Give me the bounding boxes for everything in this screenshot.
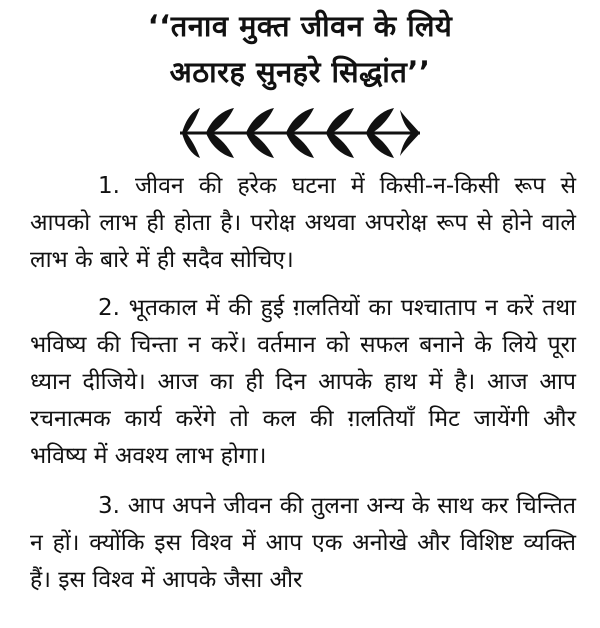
paragraph-2: [30, 290, 576, 475]
paragraph-1-text: 1. जीवन की हरेक घटना में किसी-न-किसी रूप से आपको लाभ ही होता है। परोक्ष अथवा अपरोक्ष रूप से होने वाले लाभ के बारे में ही सदैव सोचिए।: [30, 173, 576, 273]
paragraph-3-text: 3. आप अपने जीवन की तुलना अन्य के साथ कर चिन्तित न हों। क्योंकि इस विश्व में आप एक अनोखे और विशिष्ट व्यक्ति हैं। इस विश्व में आपके जैसा और: [30, 493, 576, 593]
page-title-line-1: ‘‘तनाव मुक्त जीवन के लिये: [147, 9, 453, 43]
paragraph-1: [30, 168, 576, 279]
paragraph-2-text: 2. भूतकाल में की हुई ग़लतियों का पश्चाताप न करें तथा भविष्य की चिन्ता न करें। वर्तमान को सफल बनाने के लिये पूरा ध्यान दीजिये। आज का ही दिन आपके हाथ में है। आज आप रचनात्मक कार्य करेंगे तो कल की ग़लतियाँ मिट जायेंगी और भविष्य में अवश्य लाभ होगा।: [30, 295, 576, 469]
leaf-vine-ornament-icon: [176, 104, 424, 162]
paragraph-3: [30, 488, 576, 599]
page-title-line-2: अठारह सुनहरे सिद्धांत’’: [169, 55, 431, 89]
